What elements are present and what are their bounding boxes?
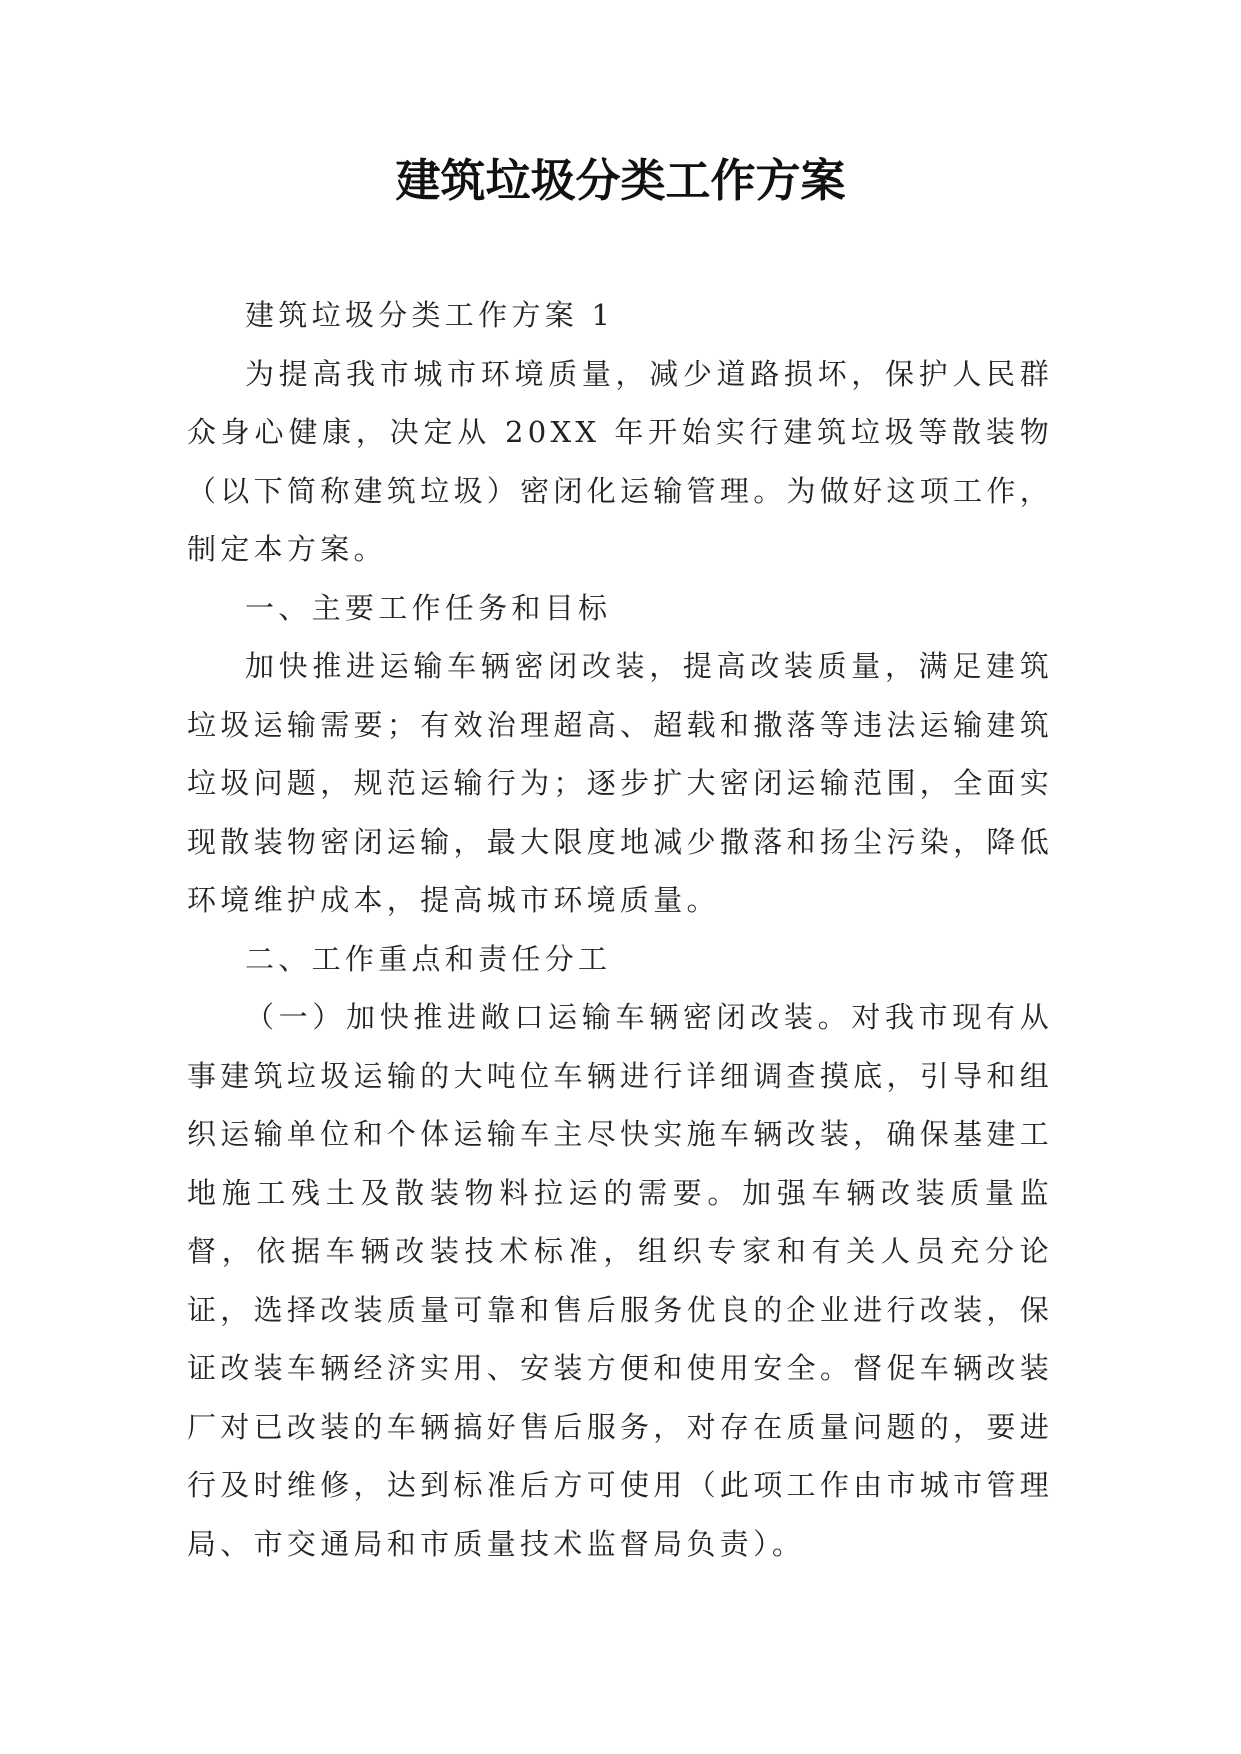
paragraph: 加快推进运输车辆密闭改装，提高改装质量，满足建筑垃圾运输需要；有效治理超高、超载和撒落等违法运输建筑垃圾问题，规范运输行为；逐步扩大密闭运输范围，全面实现散装物密闭运输，最大限度地减少撒落和扬尘污染，降低环境维护成本，提高城市环境质量。	[187, 649, 1053, 917]
section-heading: 一、主要工作任务和目标	[245, 590, 612, 625]
document-title: 建筑垃圾分类工作方案	[395, 154, 846, 207]
paragraph: 为提高我市城市环境质量，减少道路损坏，保护人民群众身心健康，决定从 20XX 年开始实行建筑垃圾等散装物（以下简称建筑垃圾）密闭化运输管理。为做好这项工作，制定本方案。	[187, 356, 1053, 566]
document-body	[187, 286, 1053, 1573]
section-heading: 建筑垃圾分类工作方案 1	[245, 298, 615, 332]
section-heading: 二、工作重点和责任分工	[245, 941, 612, 976]
paragraph: （一）加快推进敞口运输车辆密闭改装。对我市现有从事建筑垃圾运输的大吨位车辆进行详细调查摸底，引导和组织运输单位和个体运输车主尽快实施车辆改装，确保基建工地施工残土及散装物料拉运的需要。加强车辆改装质量监督，依据车辆改装技术标准，组织专家和有关人员充分论证，选择改装质量可靠和售后服务优良的企业进行改装，保证改装车辆经济实用、安装方便和使用安全。督促车辆改装厂对已改装的车辆搞好售后服务，对存在质量问题的，要进行及时维修，达到标准后方可使用（此项工作由市城市管理局、市交通局和市质量技术监督局负责）。	[187, 1000, 1053, 1561]
